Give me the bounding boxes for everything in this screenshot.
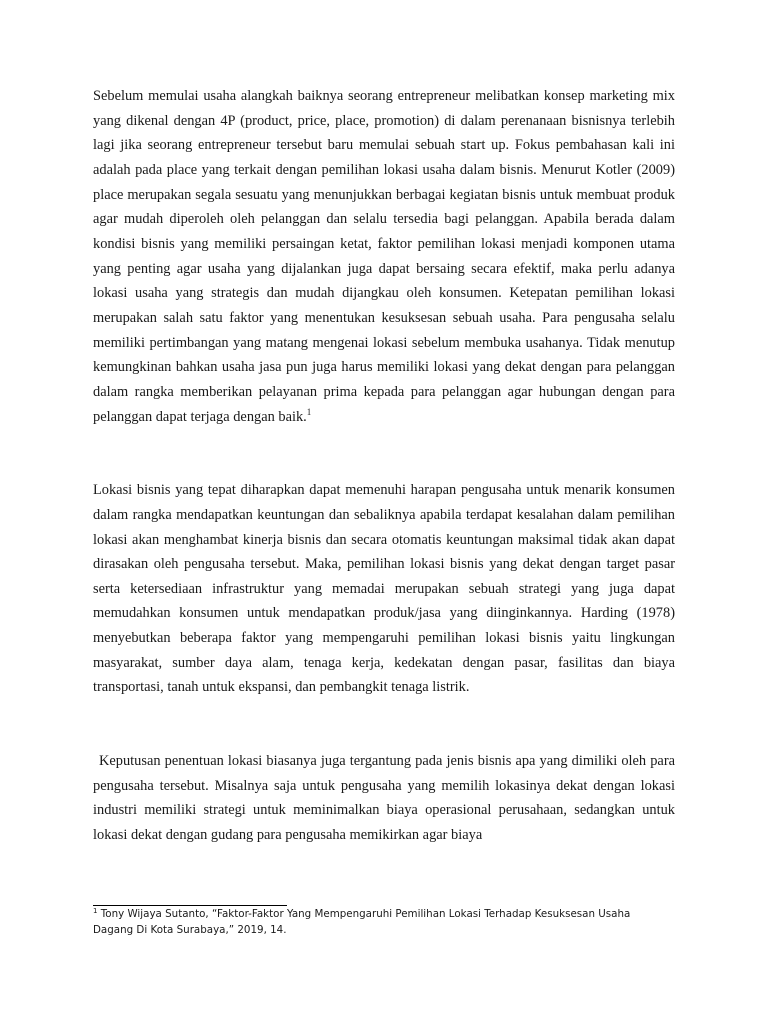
paragraph-2: Lokasi bisnis yang tepat diharapkan dapat memenuhi harapan pengusaha untuk menarik konsumen dalam rangka mendapatkan keuntungan dan sebaliknya apabila terdapat kesalahan dalam pemilihan lokasi akan menghambat kinerja bisnis dan secara otomatis keuntungan maksimal tidak akan dapat dirasakan oleh pengusaha tersebut. Maka, pemilihan lokasi bisnis yang dekat dengan target pasar serta ketersediaan infrastruktur yang memadai merupakan sebuah strategi yang juga dapat memudahkan konsumen untuk mendapatkan produk/jasa yang diinginkannya. Harding (1978) menyebutkan beberapa faktor yang mempengaruhi pemilihan lokasi bisnis yaitu lingkungan masyarakat, sumber daya alam, tenaga kerja, kedekatan dengan pasar, fasilitas dan biaya transportasi, tanah untuk ekspansi, dan pembangkit tenaga listrik. bbox=[93, 482, 675, 696]
paragraph-3: Keputusan penentuan lokasi biasanya juga tergantung pada jenis bisnis apa yang dimiliki oleh para pengusaha tersebut. Misalnya saja untuk pengusaha yang memilih lokasinya dekat dengan lokasi industri memiliki strategi untuk meminimalkan biaya operasional perusahaan, sedangkan untuk lokasi dekat dengan gudang para pengusaha memikirkan agar biaya bbox=[93, 753, 675, 844]
footnote-reference[interactable]: 1 bbox=[306, 406, 312, 417]
footnote-text: Tony Wijaya Sutanto, “Faktor-Faktor Yang Mempengaruhi Pemilihan Lokasi Terhadap Kesuksesan Usaha Dagang Di Kota Surabaya,” 2019, 14. bbox=[93, 908, 631, 936]
paragraph-1-text: Sebelum memulai usaha alangkah baiknya seorang entrepreneur melibatkan konsep marketing mix yang dikenal dengan 4P (product, price, place, promotion) di dalam perenanaan bisnisnya terlebih lagi jika seorang entrepreneur tersebut baru memulai sebuah start up. Fokus pembahasan kali ini adalah pada place yang terkait dengan pemilihan lokasi usaha dalam bisnis. Menurut Kotler (2009) place merupakan segala sesuatu yang menunjukkan berbagai kegiatan bisnis untuk membuat produk agar mudah diperoleh oleh pelanggan dan selalu tersedia bagi pelanggan. Apabila berada dalam kondisi bisnis yang memiliki persaingan ketat, faktor pemilihan lokasi menjadi komponen utama yang penting agar usaha yang dijalankan juga dapat bersaing secara efektif, maka perlu adanya lokasi usaha yang strategis dan mudah dijangkau oleh konsumen. Ketepatan pemilihan lokasi merupakan salah satu faktor yang menentukan kesuksesan sebuah usaha. Para pengusaha selalu memiliki pertimbangan yang matang mengenai lokasi sebelum membuka usahanya. Tidak menutup kemungkinan bahkan usaha jasa pun juga harus memiliki lokasi yang dekat dengan para pelanggan dalam rangka memberikan pelayanan prima kepada para pelanggan agar hubungan dengan para pelanggan dapat terjaga dengan baik. bbox=[93, 88, 675, 425]
paragraph-1 bbox=[93, 84, 675, 429]
footnote-number: 1 bbox=[93, 907, 98, 915]
document-body bbox=[93, 84, 675, 848]
footnote bbox=[93, 906, 653, 938]
